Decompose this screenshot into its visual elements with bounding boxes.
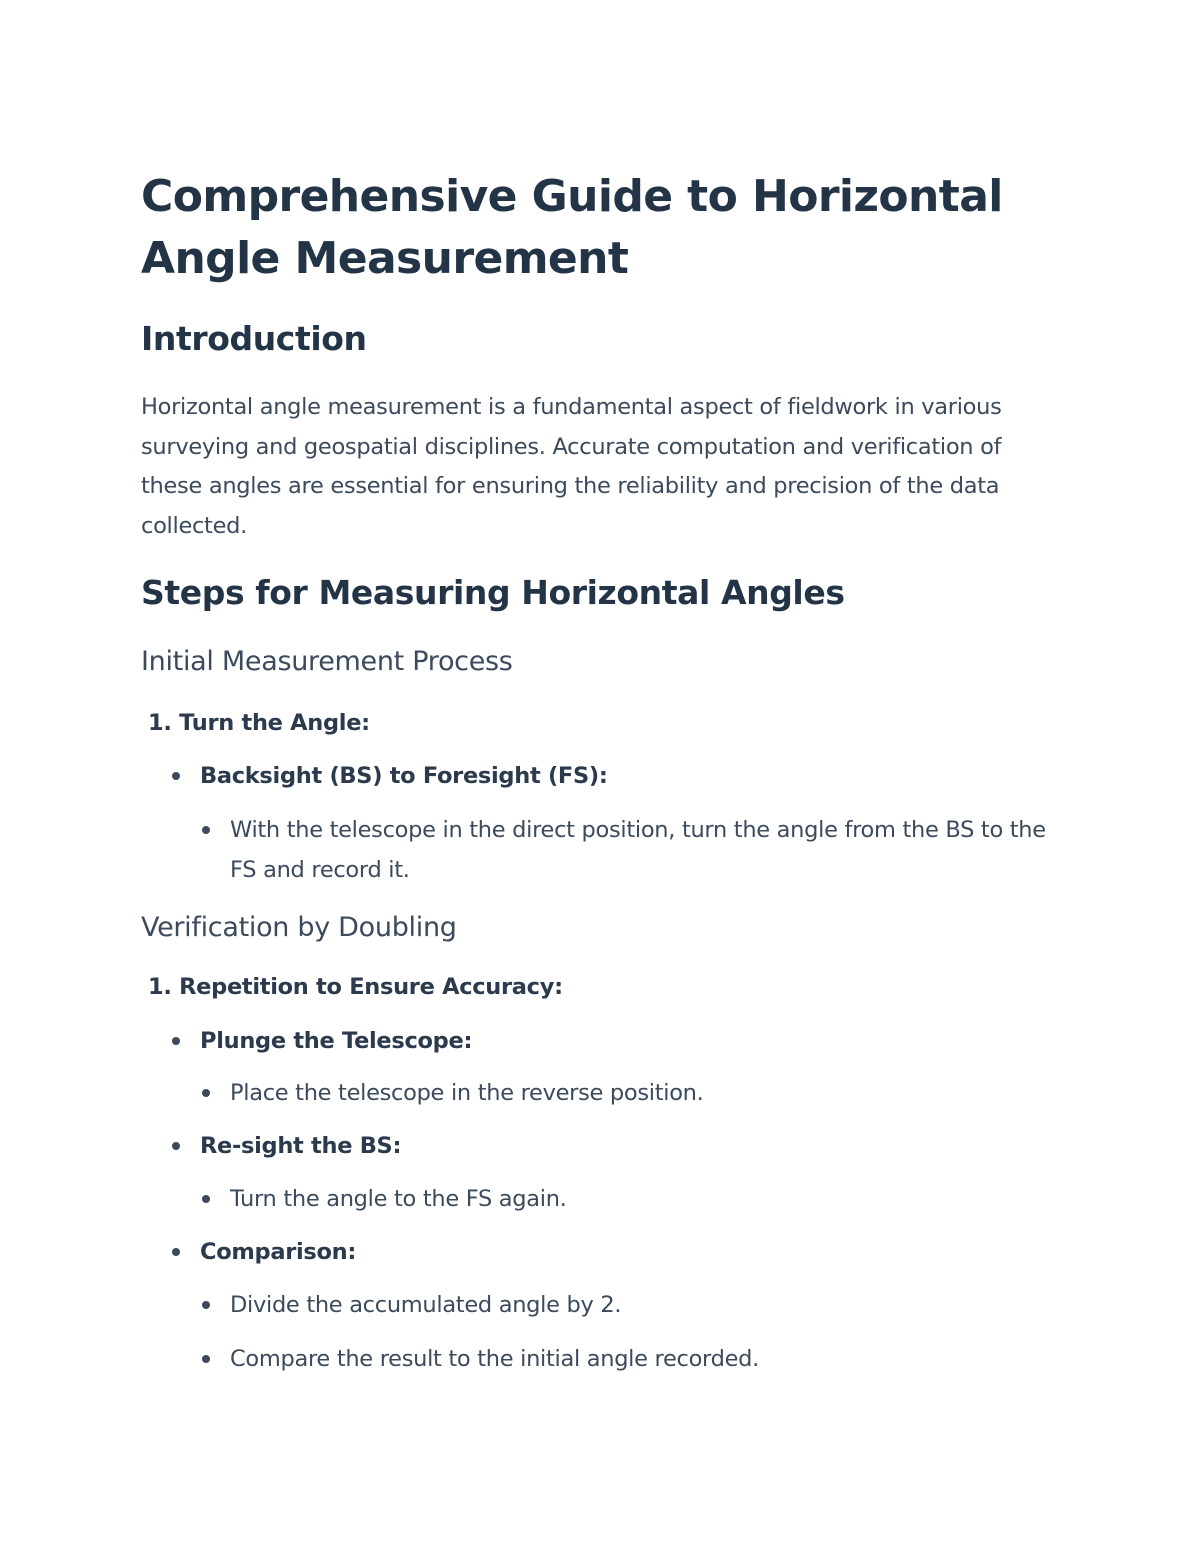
- verification-item-number: 1.: [148, 974, 172, 1000]
- comparison-detail-divide: Divide the accumulated angle by 2.: [230, 1292, 622, 1318]
- introduction-heading: Introduction: [141, 319, 367, 358]
- verification-heading: Verification by Doubling: [141, 912, 457, 943]
- introduction-paragraph: Horizontal angle measurement is a fundamental aspect of fieldwork in various surveying and geospatial disciplines. Accurate computation and verification of these angles are essential for ensuring the reliability and precision of the data collected.: [141, 394, 1002, 539]
- bullet-icon: [172, 1037, 180, 1045]
- plunge-telescope-label: Plunge the Telescope:: [200, 1028, 473, 1054]
- resight-bs-label: Re-sight the BS:: [200, 1133, 402, 1159]
- bullet-icon: [202, 1355, 210, 1363]
- bullet-icon: [202, 1195, 210, 1203]
- verification-list-item: [148, 972, 563, 1002]
- initial-item-number: 1.: [148, 710, 172, 736]
- bullet-icon: [172, 772, 180, 780]
- verification-item-label: Repetition to Ensure Accuracy:: [179, 974, 563, 1000]
- plunge-telescope-detail: Place the telescope in the reverse position.: [230, 1080, 704, 1106]
- bullet-icon: [202, 1301, 210, 1309]
- comparison-label: Comparison:: [200, 1239, 357, 1265]
- resight-bs-detail: Turn the angle to the FS again.: [230, 1186, 567, 1212]
- steps-heading: Steps for Measuring Horizontal Angles: [141, 573, 845, 612]
- bullet-icon: [172, 1142, 180, 1150]
- document-title: Comprehensive Guide to Horizontal Angle Measurement: [141, 171, 1003, 284]
- comparison-detail-compare: Compare the result to the initial angle recorded.: [230, 1346, 759, 1372]
- bullet-icon: [202, 1089, 210, 1097]
- bullet-icon: [202, 826, 210, 834]
- initial-list-item: [148, 708, 370, 738]
- backsight-foresight-label: Backsight (BS) to Foresight (FS):: [200, 763, 608, 789]
- initial-item-label: Turn the Angle:: [179, 710, 370, 736]
- direct-position-detail: With the telescope in the direct position, turn the angle from the BS to the FS and record it.: [230, 817, 1046, 883]
- bullet-icon: [172, 1248, 180, 1256]
- initial-measurement-heading: Initial Measurement Process: [141, 646, 513, 677]
